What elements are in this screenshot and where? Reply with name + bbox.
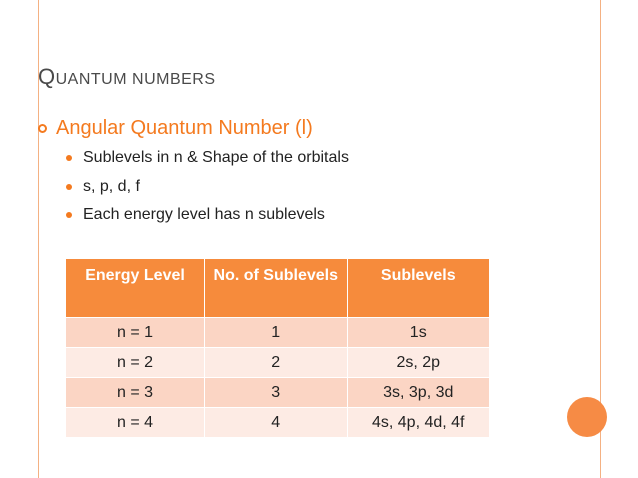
sub-bullet	[66, 178, 140, 196]
sub-bullet-text: Sublevels in n & Shape of the orbitals	[83, 149, 349, 166]
title-initial: Q	[38, 64, 56, 89]
cell-energy-level: n = 1	[66, 318, 205, 348]
cell-count: 4	[205, 408, 347, 438]
table-row	[66, 318, 490, 348]
title-rest: UANTUM NUMBERS	[55, 71, 216, 88]
dot-bullet-icon	[66, 155, 72, 161]
ring-bullet-icon	[38, 124, 47, 133]
cell-energy-level: n = 3	[66, 378, 205, 408]
header-sublevels: Sublevels	[347, 259, 490, 318]
cell-energy-level: n = 2	[66, 348, 205, 378]
table-row	[66, 378, 490, 408]
cell-sublevels: 2s, 2p	[347, 348, 490, 378]
header-energy-level: Energy Level	[66, 259, 205, 318]
sub-bullet-text: Each energy level has n sublevels	[83, 206, 325, 223]
table-row	[66, 408, 490, 438]
slide-title	[38, 64, 216, 90]
table-row	[66, 348, 490, 378]
dot-bullet-icon	[66, 184, 72, 190]
cell-count: 3	[205, 378, 347, 408]
sub-bullet	[66, 149, 349, 167]
left-frame-border	[0, 0, 39, 478]
table-header-row	[66, 259, 490, 318]
right-frame-border	[600, 0, 638, 478]
main-bullet	[38, 117, 313, 140]
sub-bullet	[66, 206, 325, 224]
cell-energy-level: n = 4	[66, 408, 205, 438]
cell-sublevels: 3s, 3p, 3d	[347, 378, 490, 408]
sub-bullet-text: s, p, d, f	[83, 178, 140, 195]
sublevels-table	[65, 258, 490, 438]
cell-count: 1	[205, 318, 347, 348]
main-bullet-text: Angular Quantum Number (l)	[56, 117, 313, 139]
cell-sublevels: 1s	[347, 318, 490, 348]
dot-bullet-icon	[66, 212, 72, 218]
cell-count: 2	[205, 348, 347, 378]
header-no-of-sublevels: No. of Sublevels	[205, 259, 347, 318]
decorative-circle	[567, 397, 607, 437]
cell-sublevels: 4s, 4p, 4d, 4f	[347, 408, 490, 438]
